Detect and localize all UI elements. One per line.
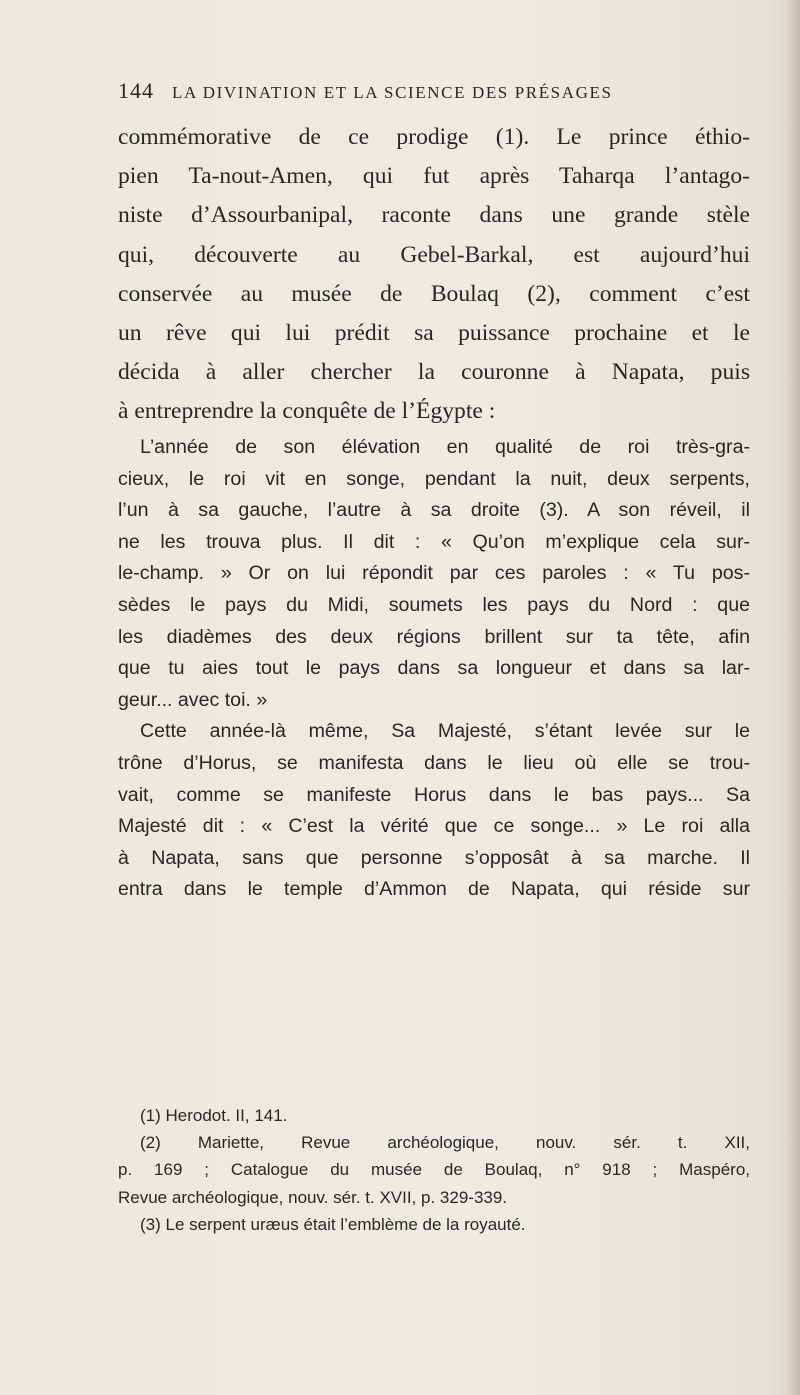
quote-line: Cette année-là même, Sa Majesté, s’étant levée sur le bbox=[140, 720, 750, 743]
quote-line: à Napata, sans que personne s’opposât à sa marche. Il bbox=[118, 846, 750, 869]
footnote-1 bbox=[118, 1102, 750, 1129]
main-text bbox=[118, 118, 750, 432]
quote-line: L’année de son élévation en qualité de roi très-gra- bbox=[140, 436, 750, 458]
quote-line: Majesté dit : « C’est la vérité que ce songe... » Le roi alla bbox=[118, 815, 750, 838]
footnote-line: p. 169 ; Catalogue du musée de Boulaq, n° 918 ; Maspéro, bbox=[118, 1160, 750, 1180]
footnote-3 bbox=[118, 1211, 750, 1238]
text-line: un rêve qui lui prédit sa puissance prochaine et le bbox=[118, 320, 750, 347]
quote-line: geur... avec toi. » bbox=[118, 688, 268, 711]
quote-line: les diadèmes des deux régions brillent sur ta tête, afin bbox=[118, 625, 750, 648]
quote-line: sèdes le pays du Midi, soumets les pays du Nord : que bbox=[118, 593, 750, 616]
quote-paragraph-2 bbox=[118, 716, 750, 906]
text-line: décida à aller chercher la couronne à Napata, puis bbox=[118, 359, 750, 386]
footnote-line: (1) Herodot. II, 141. bbox=[140, 1106, 288, 1125]
quote-line: que tu aies tout le pays dans sa longueur et dans sa lar- bbox=[118, 657, 750, 680]
text-line: pien Ta-nout-Amen, qui fut après Taharqa l’antago- bbox=[118, 163, 750, 190]
quote-line: entra dans le temple d’Ammon de Napata, qui réside sur bbox=[118, 878, 750, 901]
page-number: 144 bbox=[118, 78, 154, 103]
quote-line: l’un à sa gauche, l’autre à sa droite (3). A son réveil, il bbox=[118, 499, 750, 522]
text-line: niste d’Assourbanipal, raconte dans une grande stèle bbox=[118, 202, 750, 229]
quote-line: ne les trouva plus. Il dit : « Qu’on m’explique cela sur- bbox=[118, 530, 750, 553]
footnote-line: (3) Le serpent uræus était l’emblème de la royauté. bbox=[140, 1214, 526, 1234]
footnote-line: Revue archéologique, nouv. sér. t. XVII, p. 329-339. bbox=[118, 1187, 508, 1207]
page-edge-shadow bbox=[786, 0, 800, 1395]
footnote-line: (2) Mariette, Revue archéologique, nouv. sér. t. XII, bbox=[140, 1133, 750, 1153]
text-line: conservée au musée de Boulaq (2), comment c’est bbox=[118, 280, 750, 307]
quote-line: trône d’Horus, se manifesta dans le lieu où elle se trou- bbox=[118, 751, 750, 774]
running-header bbox=[118, 78, 758, 104]
text-line: qui, découverte au Gebel-Barkal, est aujourd’hui bbox=[118, 241, 750, 268]
quote-line: cieux, le roi vit en songe, pendant la nuit, deux serpents, bbox=[118, 467, 750, 490]
running-title: LA DIVINATION ET LA SCIENCE DES PRÉSAGES bbox=[172, 83, 613, 102]
main-paragraph bbox=[118, 118, 750, 432]
footnote-2 bbox=[118, 1129, 750, 1211]
text-line: commémorative de ce prodige (1). Le prince éthio- bbox=[118, 124, 750, 150]
text-line: à entreprendre la conquête de l’Égypte : bbox=[118, 398, 496, 425]
quote-line: vait, comme se manifeste Horus dans le bas pays... Sa bbox=[118, 783, 750, 806]
footnotes bbox=[118, 1102, 750, 1238]
quote-line: le-champ. » Or on lui répondit par ces paroles : « Tu pos- bbox=[118, 562, 750, 585]
quoted-inscription bbox=[118, 432, 750, 906]
quote-paragraph-1 bbox=[118, 432, 750, 716]
